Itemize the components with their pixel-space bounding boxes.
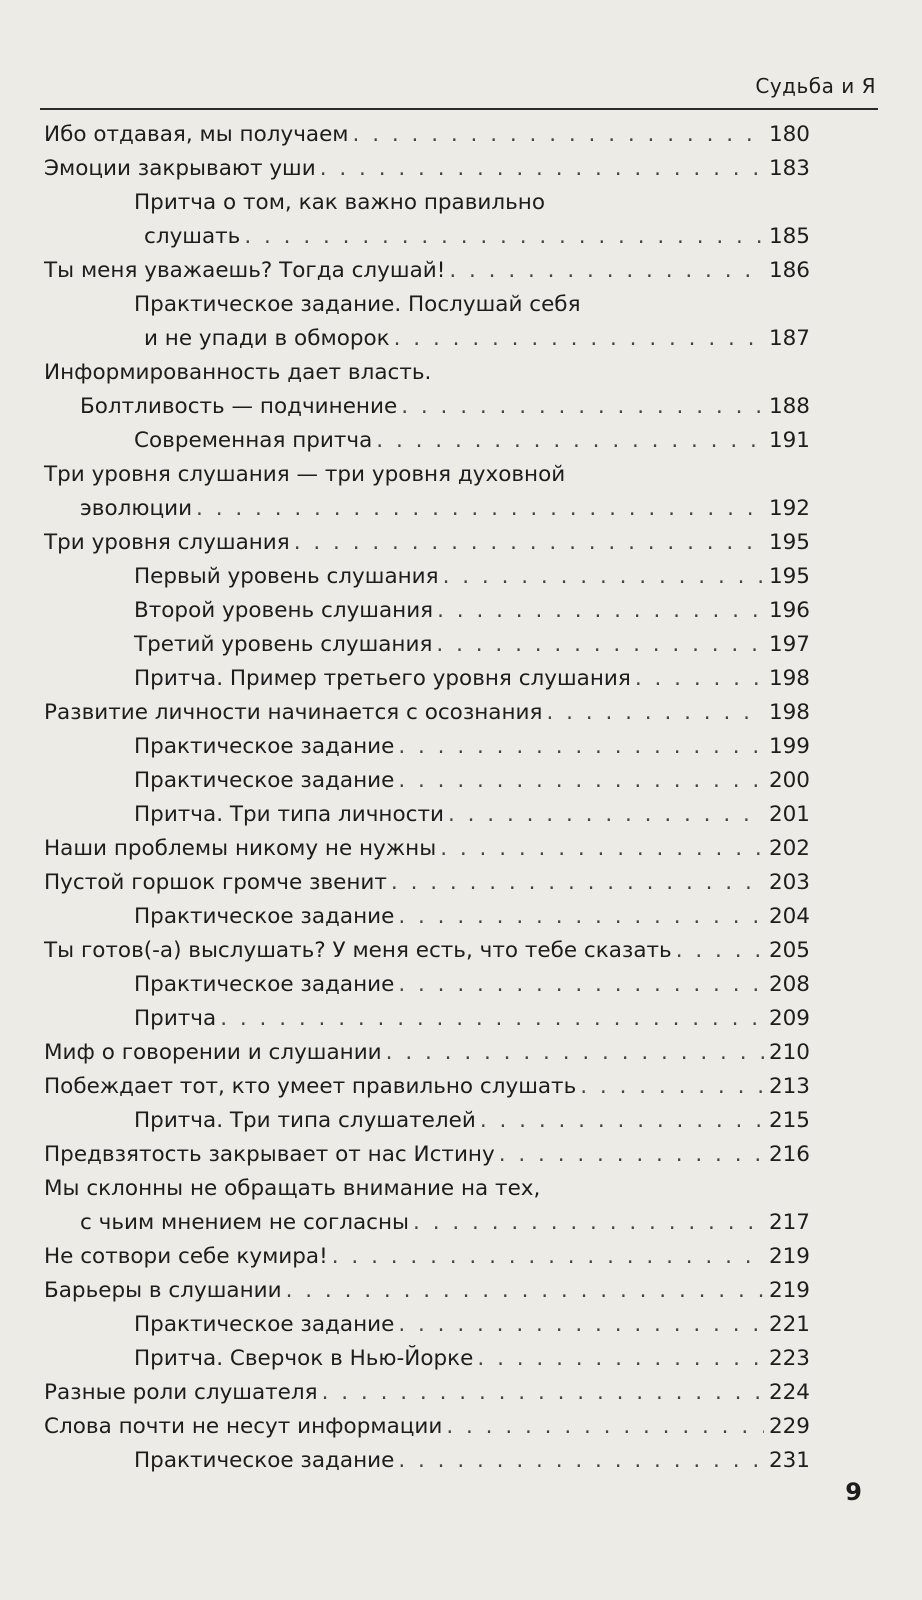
toc-entry-title-line: Побеждает тот, кто умеет правильно слушать [44,1074,577,1099]
toc-entry-last-line [134,424,810,458]
toc-entry [44,628,810,662]
toc-entry-title-line: Первый уровень слушания [134,564,439,589]
toc-entry [44,254,810,288]
toc-entry [44,730,810,764]
table-of-contents [44,118,810,1478]
toc-entry [44,118,810,152]
toc-entry-last-line [134,730,810,764]
toc-entry-last-line [134,764,810,798]
toc-entry-last-line [44,1036,810,1070]
toc-entry-page: 197 [768,632,810,657]
toc-entry-page: 180 [768,122,810,147]
toc-entry-page: 205 [768,938,810,963]
toc-entry-title-line: Притча [134,1006,217,1031]
toc-entry [44,594,810,628]
running-header: Судьба и Я [755,74,876,98]
toc-entry [44,934,810,968]
dot-leader [401,390,764,424]
dot-leader [286,1274,764,1308]
toc-entry-last-line [44,1240,810,1274]
toc-entry-last-line [134,1104,810,1138]
toc-entry-title-line: Пустой горшок громче звенит [44,870,387,895]
dot-leader [391,866,764,900]
toc-entry-page: 224 [768,1380,810,1405]
toc-entry-page: 200 [768,768,810,793]
dot-leader [437,594,764,628]
toc-entry [44,1002,810,1036]
toc-entry-page: 219 [768,1278,810,1303]
toc-entry-title-line: Практическое задание [134,972,395,997]
toc-entry [44,1376,810,1410]
toc-entry-last-line [44,118,810,152]
toc-entry-last-line [44,152,810,186]
toc-entry-line [44,356,810,390]
dot-leader [244,220,764,254]
page-number: 9 [845,1478,862,1506]
toc-entry-line [134,288,810,322]
toc-entry [44,968,810,1002]
toc-entry-title-line: Современная притча [134,428,373,453]
toc-entry [44,458,810,526]
toc-entry-title-line: Три уровня слушания [44,530,290,555]
dot-leader [376,424,764,458]
toc-entry-last-line [134,1002,810,1036]
toc-entry-page: 210 [768,1040,810,1065]
dot-leader [294,526,764,560]
dot-leader [320,152,764,186]
toc-entry-title-line: Второй уровень слушания [134,598,434,623]
toc-entry-page: 192 [768,496,810,521]
toc-entry-page: 195 [768,530,810,555]
toc-entry-title-line: Ибо отдавая, мы получаем [44,122,349,147]
toc-entry-last-line [44,492,810,526]
dot-leader [394,322,764,356]
toc-entry-last-line [134,220,810,254]
dot-leader [635,662,764,696]
toc-entry [44,152,810,186]
toc-entry-title-line: Практическое задание. Послушай себя [134,292,581,317]
toc-entry-page: 208 [768,972,810,997]
toc-entry-page: 202 [768,836,810,861]
toc-entry-page: 187 [768,326,810,351]
dot-leader [398,900,764,934]
toc-entry-title-line: Практическое задание [134,734,395,759]
toc-entry-last-line [44,254,810,288]
dot-leader [446,1410,764,1444]
dot-leader [546,696,764,730]
toc-entry-title-line: Разные роли слушателя [44,1380,318,1405]
toc-entry-last-line [44,526,810,560]
toc-entry-last-line [134,1308,810,1342]
toc-entry-page: 221 [768,1312,810,1337]
toc-entry-page: 216 [768,1142,810,1167]
dot-leader [480,1104,764,1138]
toc-entry-title-line: Эмоции закрывают уши [44,156,316,181]
toc-entry-last-line [134,594,810,628]
toc-entry-page: 217 [768,1210,810,1235]
dot-leader [499,1138,764,1172]
toc-entry [44,1308,810,1342]
toc-entry [44,560,810,594]
toc-entry [44,186,810,254]
toc-entry [44,1240,810,1274]
dot-leader [220,1002,764,1036]
toc-entry-title-line: с чьим мнением не согласны [80,1210,410,1235]
toc-entry-title-line: и не упади в обморок [144,326,390,351]
dot-leader [398,730,764,764]
header-rule [40,108,878,110]
dot-leader [676,934,764,968]
toc-entry-title-line: Слова почти не несут информации [44,1414,443,1439]
toc-entry-title-line: Миф о говорении и слушании [44,1040,382,1065]
toc-entry-last-line [44,832,810,866]
dot-leader [196,492,764,526]
dot-leader [353,118,764,152]
toc-entry-page: 198 [768,666,810,691]
toc-entry-last-line [134,662,810,696]
toc-entry-last-line [134,1342,810,1376]
toc-entry-page: 191 [768,428,810,453]
toc-entry-page: 229 [768,1414,810,1439]
toc-entry-last-line [134,628,810,662]
toc-entry-page: 213 [768,1074,810,1099]
dot-leader [398,764,764,798]
toc-entry-title-line: Притча о том, как важно правильно [134,190,545,215]
toc-entry-last-line [44,1206,810,1240]
toc-entry-title-line: Информированность дает власть. [44,360,432,385]
toc-entry-title-line: Притча. Пример третьего уровня слушания [134,666,631,691]
toc-entry-title-line: эволюции [80,496,193,521]
toc-entry-title-line: Ты готов(-а) выслушать? У меня есть, что тебе сказать [44,938,672,963]
toc-entry-title-line: Не сотвори себе кумира! [44,1244,328,1269]
toc-entry-last-line [44,390,810,424]
dot-leader [322,1376,764,1410]
toc-entry [44,356,810,424]
dot-leader [443,560,764,594]
dot-leader [398,1308,764,1342]
dot-leader [440,832,764,866]
toc-entry-title-line: Практическое задание [134,904,395,929]
toc-entry-title-line: Практическое задание [134,1448,395,1473]
toc-entry [44,526,810,560]
toc-entry-title-line: Притча. Три типа личности [134,802,444,827]
toc-entry-last-line [134,968,810,1002]
toc-entry-page: 183 [768,156,810,181]
dot-leader [332,1240,764,1274]
toc-entry-page: 199 [768,734,810,759]
toc-entry-title-line: слушать [144,224,241,249]
toc-entry-title-line: Барьеры в слушании [44,1278,282,1303]
toc-entry [44,424,810,458]
toc-entry-page: 204 [768,904,810,929]
toc-entry [44,1274,810,1308]
toc-entry-last-line [134,322,810,356]
dot-leader [436,628,764,662]
dot-leader [398,1444,764,1478]
dot-leader [448,798,764,832]
toc-entry [44,764,810,798]
toc-entry-last-line [44,1274,810,1308]
toc-entry-last-line [134,798,810,832]
toc-entry [44,1104,810,1138]
toc-entry-title-line: Мы склонны не обращать внимание на тех, [44,1176,541,1201]
toc-entry-last-line [44,696,810,730]
toc-entry-page: 223 [768,1346,810,1371]
toc-entry-last-line [134,1444,810,1478]
toc-entry [44,1070,810,1104]
toc-entry-title-line: Притча. Сверчок в Нью-Йорке [134,1346,474,1371]
toc-entry-last-line [134,900,810,934]
toc-entry [44,1342,810,1376]
toc-entry [44,866,810,900]
dot-leader [449,254,764,288]
toc-entry-page: 198 [768,700,810,725]
toc-entry-page: 195 [768,564,810,589]
toc-entry-title-line: Развитие личности начинается с осознания [44,700,543,725]
toc-entry-title-line: Наши проблемы никому не нужны [44,836,437,861]
toc-entry-page: 215 [768,1108,810,1133]
dot-leader [477,1342,764,1376]
toc-entry-title-line: Предвзятость закрывает от нас Истину [44,1142,495,1167]
toc-entry-page: 196 [768,598,810,623]
toc-entry-line [44,1172,810,1206]
toc-entry-last-line [44,866,810,900]
toc-entry [44,1444,810,1478]
dot-leader [580,1070,764,1104]
toc-entry [44,1410,810,1444]
toc-entry-page: 203 [768,870,810,895]
toc-entry-title-line: Практическое задание [134,768,395,793]
toc-entry [44,1172,810,1240]
toc-entry-last-line [44,1138,810,1172]
toc-entry-title-line: Третий уровень слушания [134,632,433,657]
toc-entry-page: 201 [768,802,810,827]
toc-entry [44,662,810,696]
toc-entry-title-line: Притча. Три типа слушателей [134,1108,476,1133]
toc-entry-title-line: Ты меня уважаешь? Тогда слушай! [44,258,446,283]
dot-leader [386,1036,764,1070]
toc-entry [44,696,810,730]
toc-entry-page: 231 [768,1448,810,1473]
toc-entry [44,1036,810,1070]
toc-entry-page: 188 [768,394,810,419]
toc-entry [44,832,810,866]
toc-entry-last-line [44,1376,810,1410]
toc-entry [44,798,810,832]
toc-entry-page: 209 [768,1006,810,1031]
toc-entry-last-line [134,560,810,594]
toc-entry-line [44,458,810,492]
toc-entry-title-line: Практическое задание [134,1312,395,1337]
toc-entry-last-line [44,1410,810,1444]
dot-leader [413,1206,764,1240]
toc-entry [44,288,810,356]
dot-leader [398,968,764,1002]
toc-entry-page: 185 [768,224,810,249]
toc-entry [44,1138,810,1172]
toc-entry [44,900,810,934]
toc-entry-last-line [44,1070,810,1104]
toc-entry-last-line [44,934,810,968]
toc-entry-page: 186 [768,258,810,283]
toc-entry-title-line: Три уровня слушания — три уровня духовной [44,462,566,487]
toc-entry-line [134,186,810,220]
toc-entry-title-line: Болтливость — подчинение [80,394,398,419]
toc-entry-page: 219 [768,1244,810,1269]
